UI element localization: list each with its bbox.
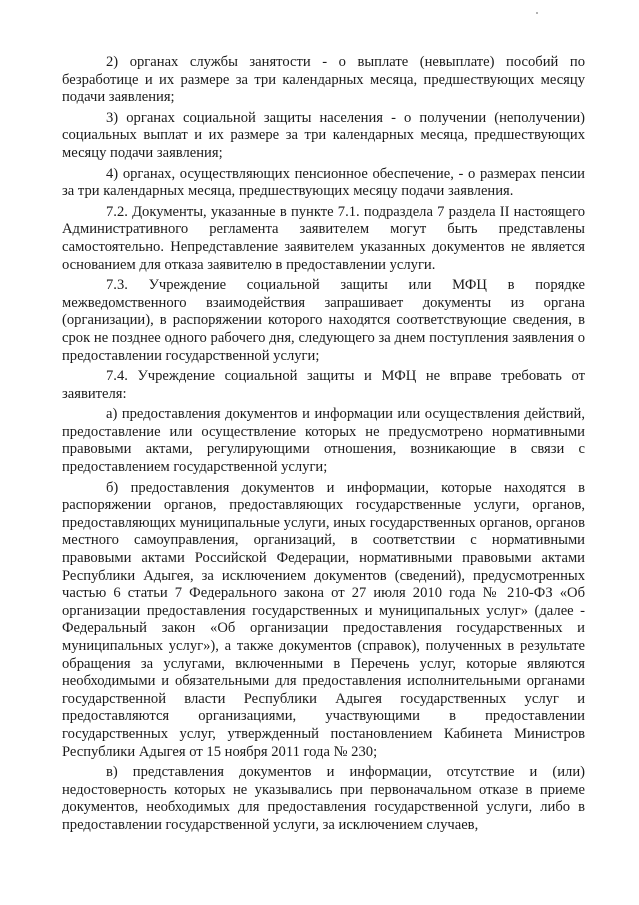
paragraph-7-3: 7.3. Учреждение социальной защиты или МФЦ в порядке межведомственного взаимодействия запрашивает документы из органа (организации), в распоряжении которого находятся соответствующие сведения, в срок не позднее одного рабочего дня, следующего за днем поступления заявления о предоставлении государственной услуги; xyxy=(62,277,585,364)
paragraph-7-4: 7.4. Учреждение социальной защиты и МФЦ не вправе требовать от заявителя: xyxy=(62,368,585,402)
scan-speck xyxy=(536,12,538,14)
paragraph-7-4-v: в) представления документов и информации, отсутствие и (или) недостоверность которых не указывались при первоначальном отказе в приеме документов, необходимых для предоставления государственной услуги, либо в предоставлении государственной услуги, за исключением случаев, xyxy=(62,764,585,833)
paragraph-pension-bodies: 4) органах, осуществляющих пенсионное обеспечение, - о размерах пенсии за три календарных месяца, предшествующих месяцу подачи заявления. xyxy=(62,165,585,200)
paragraph-7-4-b: б) предоставления документов и информации, которые находятся в распоряжении органов, предоставляющих государственные услуги, органов, предоставляющих муниципальные услуги, иных государственных органов, органов местного самоуправления, организаций, в соответствии с нормативными правовыми актами Российской Федерации, нормативными правовыми актами Республики Адыгея, за исключением документов (сведений), предусмотренных частью 6 статьи 7 Федерального закона от 27 июля 2010 года № 210-ФЗ «Об организации предоставления государственных и муниципальных услуг» (далее - Федеральный закон «Об организации предоставления государственных и муниципальных услуг»), а также документов (справок), полученных в результате обращения за услугами, включенными в Перечень услуг, которые являются необходимыми и обязательными для предоставления исполнительными органами государственной власти Республики Адыгея государственных услуг и предоставляются организациями, участвующими в предоставлении государственных услуг, утвержденный постановлением Кабинета Министров Республики Адыгея от 15 ноября 2011 года № 230; xyxy=(62,479,585,760)
paragraph-social-protection: 3) органах социальной защиты населения - о получении (неполучении) социальных выплат и их размере за три календарных месяца, предшествующих месяцу подачи заявления; xyxy=(62,109,585,161)
paragraph-7-4-a: а) предоставления документов и информации или осуществления действий, предоставление или осуществление которых не предусмотрено нормативными правовыми актами, регулирующими отношения, возникающие в связи с предоставлением государственной услуги; xyxy=(62,406,585,476)
paragraph-7-2: 7.2. Документы, указанные в пункте 7.1. подраздела 7 раздела II настоящего Административного регламента заявителем могут быть представлены самостоятельно. Непредставление заявителем указанных документов не является основанием для отказа заявителю в предоставлении услуги. xyxy=(62,203,585,273)
document-page xyxy=(62,54,585,835)
paragraph-employment-service: 2) органах службы занятости - о выплате (невыплате) пособий по безработице и их размере за три календарных месяца, предшествующих месяцу подачи заявления; xyxy=(62,54,585,106)
